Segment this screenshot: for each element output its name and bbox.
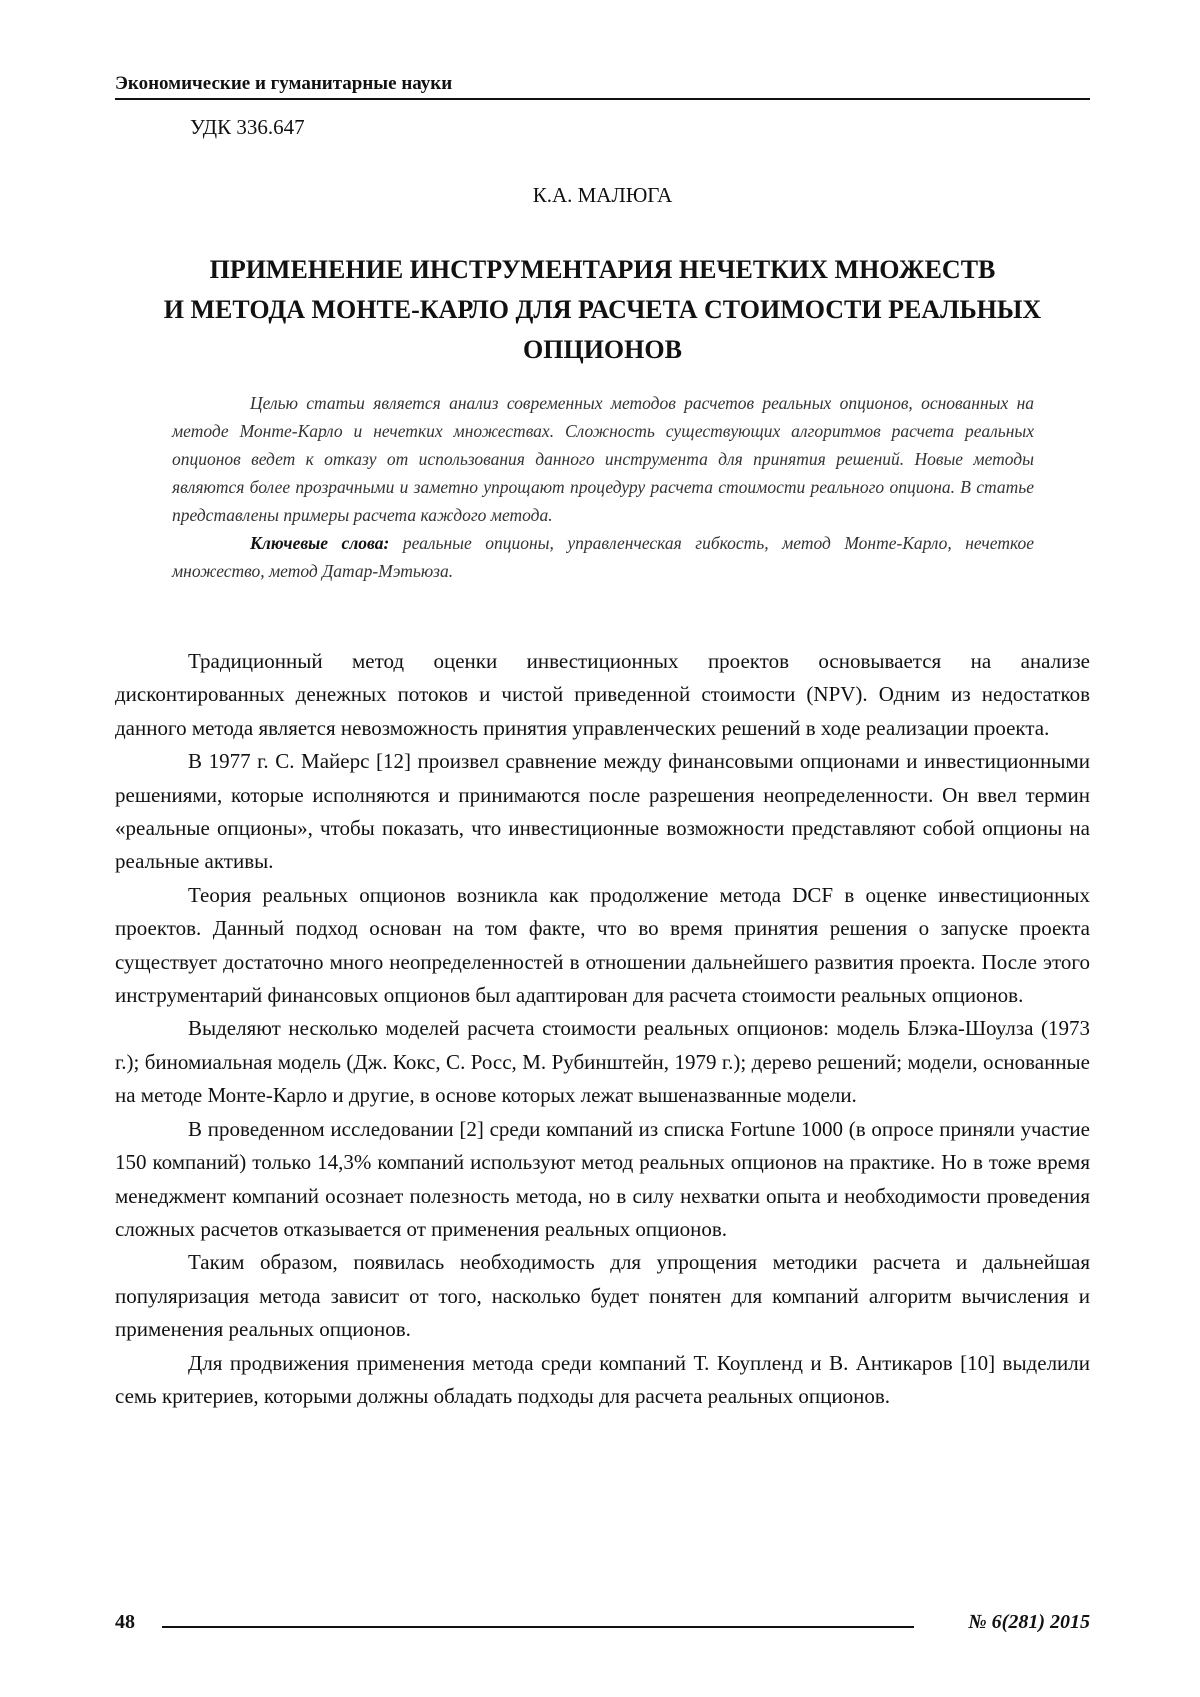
title-line: И МЕТОДА МОНТЕ-КАРЛО ДЛЯ РАСЧЕТА СТОИМОСТИ РЕАЛЬНЫХ — [115, 290, 1090, 330]
page-number: 48 — [115, 1611, 135, 1634]
udc-code: УДК 336.647 — [190, 115, 305, 140]
page-footer — [115, 1611, 1090, 1641]
keywords-label: Ключевые слова: — [250, 533, 389, 553]
article-title — [115, 250, 1090, 370]
body-paragraph: В 1977 г. С. Майерс [12] произвел сравнение между финансовыми опционами и инвестиционными решениями, которые исполняются и принимаются после разрешения неопределенности. Он ввел термин «реальные опционы», чтобы показать, что инвестиционные возможности представляют собой опционы на реальные активы. — [115, 745, 1090, 879]
body-paragraph: Теория реальных опционов возникла как продолжение метода DCF в оценке инвестиционных проектов. Данный подход основан на том факте, что во время принятия решения о запуске проекта существует достаточно много неопределенностей в отношении дальнейшего развития проекта. После этого инструментарий финансовых опционов был адаптирован для расчета стоимости реальных опционов. — [115, 879, 1090, 1013]
article-body — [115, 645, 1090, 1413]
body-paragraph: Традиционный метод оценки инвестиционных проектов основывается на анализе дисконтированных денежных потоков и чистой приведенной стоимости (NPV). Одним из недостатков данного метода является невозможность принятия управленческих решений в ходе реализации проекта. — [115, 645, 1090, 745]
issue-number: № 6(281) 2015 — [968, 1611, 1090, 1634]
body-paragraph: Выделяют несколько моделей расчета стоимости реальных опционов: модель Блэка-Шоулза (1973 г.); биномиальная модель (Дж. Кокс, С. Росс, М. Рубинштейн, 1979 г.); дерево решений; модели, основанные на методе Монте-Карло и другие, в основе которых лежат вышеназванные модели. — [115, 1012, 1090, 1112]
abstract — [172, 389, 1034, 585]
title-line: ПРИМЕНЕНИЕ ИНСТРУМЕНТАРИЯ НЕЧЕТКИХ МНОЖЕСТВ — [115, 250, 1090, 290]
body-paragraph: В проведенном исследовании [2] среди компаний из списка Fortune 1000 (в опросе приняли участие 150 компаний) только 14,3% компаний используют метод реальных опционов на практике. Но в тоже время менеджмент компаний осознает полезность метода, но в силу нехватки опыта и необходимости проведения сложных расчетов отказывается от применения реальных опционов. — [115, 1113, 1090, 1247]
keywords — [172, 529, 1034, 585]
author-name: К.А. МАЛЮГА — [115, 183, 1090, 208]
journal-page — [0, 0, 1200, 1697]
running-head: Экономические и гуманитарные науки — [115, 73, 1090, 100]
abstract-text: Целью статьи является анализ современных методов расчетов реальных опционов, основанных на методе Монте-Карло и нечетких множествах. Сложность существующих алгоритмов расчета реальных опционов ведет к отказу от использования данного инструмента для принятия решений. Новые методы являются более прозрачными и заметно упрощают процедуру расчета стоимости реального опциона. В статье представлены примеры расчета каждого метода. — [172, 389, 1034, 529]
body-paragraph: Для продвижения применения метода среди компаний Т. Коупленд и В. Антикаров [10] выделили семь критериев, которыми должны обладать подходы для расчета реальных опционов. — [115, 1347, 1090, 1414]
footer-divider — [162, 1626, 914, 1628]
title-line: ОПЦИОНОВ — [115, 330, 1090, 370]
keywords-list: реальные опционы, управленческая гибкость, метод Монте-Карло, нечеткое множество, метод Датар-Мэтьюза. — [172, 533, 1034, 581]
body-paragraph: Таким образом, появилась необходимость для упрощения методики расчета и дальнейшая популяризация метода зависит от того, насколько будет понятен для компаний алгоритм вычисления и применения реальных опционов. — [115, 1246, 1090, 1346]
